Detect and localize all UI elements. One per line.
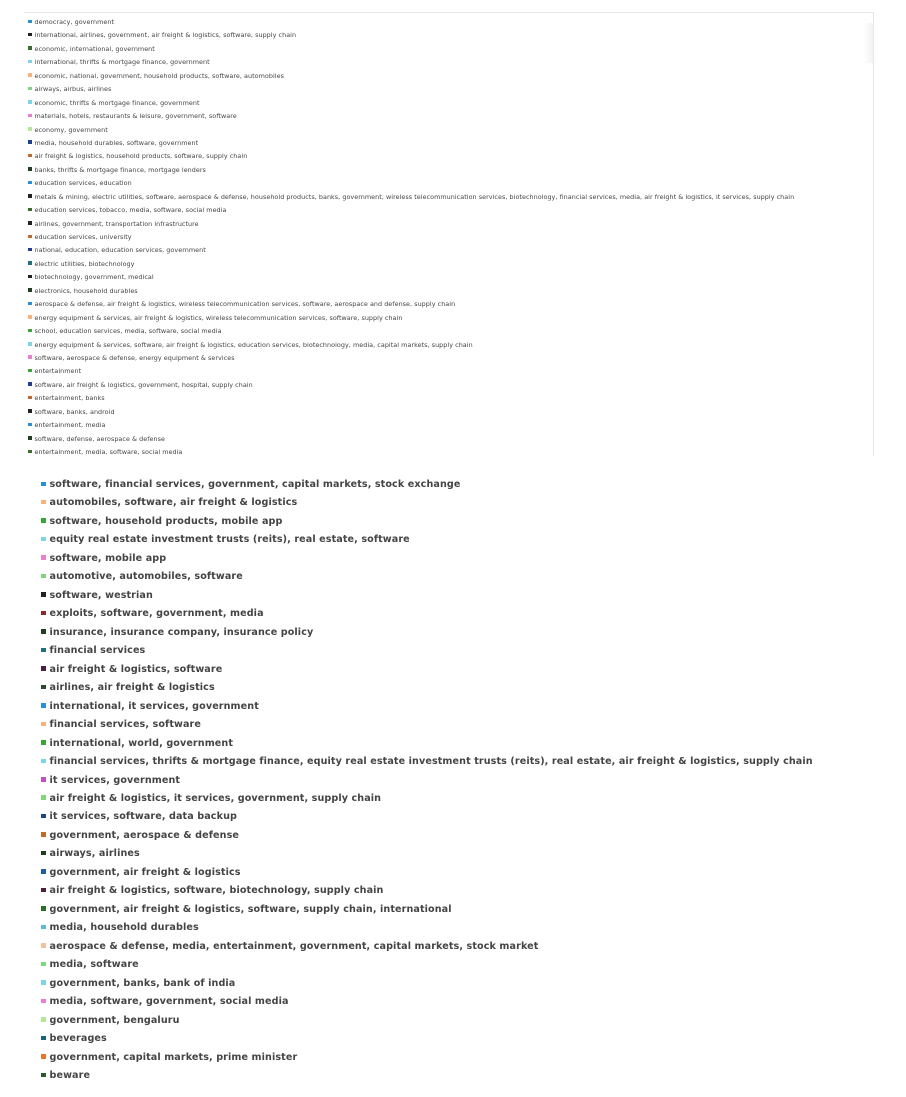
legend-swatch <box>28 396 32 400</box>
legend-swatch <box>28 369 32 373</box>
legend-label: aerospace & defense, media, entertainment, government, capital markets, stock market <box>49 940 539 952</box>
legend-entry <box>41 1030 813 1048</box>
legend-label: democracy, government <box>34 18 115 26</box>
legend-label: it services, government <box>49 774 181 786</box>
legend-entry <box>41 919 813 937</box>
legend-swatch <box>41 1073 46 1078</box>
legend-entry <box>28 244 794 257</box>
legend-entry <box>28 29 794 42</box>
legend-swatch <box>41 962 46 967</box>
legend-swatch <box>41 1054 46 1059</box>
legend-swatch <box>28 382 32 386</box>
legend-swatch <box>41 906 46 911</box>
legend-label: metals & mining, electric utilities, software, aerospace & defense, household products, banks, government, wireless telecommunication services, biotechnology, financial services, media, air freight & logistics, it services, supply chain <box>34 192 795 201</box>
legend-swatch <box>41 869 46 874</box>
legend-swatch <box>41 777 46 782</box>
legend-swatch <box>28 20 32 24</box>
legend-entry <box>28 204 794 217</box>
legend-swatch <box>28 33 32 37</box>
legend-entry <box>28 419 794 432</box>
legend-entry <box>41 624 813 642</box>
legend-label: airways, airbus, airlines <box>34 85 112 94</box>
legend-entry <box>28 124 794 137</box>
legend-swatch <box>28 140 32 144</box>
legend-label: economy, government <box>34 125 108 134</box>
legend-swatch <box>28 342 32 346</box>
legend-label: exploits, software, government, media <box>49 608 264 620</box>
legend-entry <box>41 808 813 826</box>
legend-entry <box>28 392 794 405</box>
legend-entry <box>41 845 813 863</box>
legend-swatch <box>41 482 46 487</box>
legend-label: airlines, air freight & logistics <box>49 682 215 694</box>
legend-label: electric utilities, biotechnology <box>34 259 135 268</box>
legend-swatch <box>28 423 32 427</box>
legend-entry <box>28 191 794 204</box>
legend-label: software, banks, android <box>34 407 115 416</box>
legend-entry <box>41 679 813 697</box>
legend-entry <box>41 827 813 845</box>
legend-entry <box>41 568 813 586</box>
legend-entry <box>41 790 813 808</box>
legend-entry <box>28 218 794 231</box>
legend-entry <box>28 285 794 298</box>
legend-entry <box>28 406 794 419</box>
legend-label: electronics, household durables <box>34 286 138 295</box>
legend-label: biotechnology, government, medical <box>34 273 154 282</box>
legend-swatch <box>28 194 32 198</box>
legend-label: software, household products, mobile app <box>49 515 283 527</box>
legend-label: government, aerospace & defense <box>49 829 239 841</box>
legend-label: software, aerospace & defense, energy equipment & services <box>34 353 235 362</box>
legend-entry <box>41 1067 813 1085</box>
legend-swatch <box>28 221 32 225</box>
legend-entry <box>41 882 813 900</box>
legend-swatch <box>28 127 32 131</box>
legend-label: government, air freight & logistics, software, supply chain, international <box>49 903 452 915</box>
legend-label: international, world, government <box>49 737 234 749</box>
legend-swatch <box>28 100 32 104</box>
legend-entry <box>28 258 794 271</box>
legend-swatch <box>41 574 46 579</box>
legend-entry <box>28 379 794 392</box>
legend-label: aerospace & defense, air freight & logistics, wireless telecommunication services, software, aerospace and defense, supply chain <box>34 300 456 309</box>
legend-label: it services, software, data backup <box>49 811 237 823</box>
legend-swatch <box>41 740 46 745</box>
legend-label: media, household durables, software, government <box>34 138 199 147</box>
legend-entry <box>41 901 813 919</box>
legend-label: energy equipment & services, software, air freight & logistics, education services, biotechnology, media, capital markets, supply chain <box>34 340 473 349</box>
legend-list-top <box>28 16 794 456</box>
legend-label: government, air freight & logistics <box>49 866 241 878</box>
legend-swatch <box>28 154 32 158</box>
legend-entry <box>28 150 794 163</box>
legend-swatch <box>41 851 46 856</box>
legend-swatch <box>28 288 32 292</box>
legend-swatch <box>28 315 32 319</box>
legend-swatch <box>41 537 46 542</box>
legend-swatch <box>41 722 46 727</box>
legend-swatch <box>41 1036 46 1041</box>
legend-swatch <box>41 555 46 560</box>
legend-entry <box>41 531 813 549</box>
legend-swatch <box>28 436 32 440</box>
legend-swatch <box>28 208 32 212</box>
legend-entry <box>41 753 813 771</box>
legend-label: government, capital markets, prime minister <box>49 1051 298 1063</box>
legend-label: economic, international, government <box>34 44 155 53</box>
legend-entry <box>28 43 794 56</box>
legend-swatch <box>28 355 32 359</box>
legend-entry <box>28 339 794 352</box>
legend-label: beverages <box>49 1033 107 1045</box>
legend-label: energy equipment & services, air freight & logistics, wireless telecommunication services, software, supply chain <box>34 313 403 322</box>
legend-label: education services, university <box>34 233 132 241</box>
legend-swatch <box>41 943 46 948</box>
legend-entry <box>28 177 794 190</box>
legend-label: software, mobile app <box>49 552 167 564</box>
legend-entry <box>28 446 794 456</box>
legend-label: entertainment <box>34 367 82 376</box>
legend-entry <box>28 271 794 284</box>
legend-swatch <box>28 73 32 77</box>
legend-swatch <box>41 629 46 634</box>
legend-swatch <box>41 648 46 653</box>
legend-swatch <box>41 888 46 893</box>
legend-entry <box>41 494 813 512</box>
legend-swatch <box>41 1017 46 1022</box>
legend-entry <box>41 956 813 974</box>
legend-entry <box>41 938 813 956</box>
legend-swatch <box>28 275 32 279</box>
legend-label: government, bengaluru <box>49 1014 180 1026</box>
legend-label: beware <box>49 1070 91 1081</box>
legend-swatch <box>28 409 32 413</box>
legend-swatch <box>28 46 32 50</box>
legend-entry <box>28 365 794 378</box>
legend-label: air freight & logistics, software, biotechnology, supply chain <box>49 885 384 897</box>
legend-swatch <box>41 666 46 671</box>
legend-entry <box>28 110 794 123</box>
legend-label: airways, airlines <box>49 848 140 860</box>
legend-entry <box>28 137 794 150</box>
legend-swatch <box>41 759 46 764</box>
legend-label: automobiles, software, air freight & logistics <box>49 497 298 509</box>
legend-entry <box>41 642 813 660</box>
legend-swatch <box>28 261 32 265</box>
legend-entry <box>41 587 813 605</box>
legend-label: software, financial services, government, capital markets, stock exchange <box>49 479 461 490</box>
legend-label: software, defense, aerospace & defense <box>34 434 165 443</box>
legend-swatch <box>28 302 32 306</box>
legend-entry <box>41 605 813 623</box>
legend-entry <box>41 864 813 882</box>
legend-entry <box>28 325 794 338</box>
legend-label: financial services, thrifts & mortgage finance, equity real estate investment trusts (reits), real estate, air freight & logistics, supply chain <box>49 756 813 768</box>
legend-label: airlines, government, transportation infrastructure <box>34 219 199 228</box>
legend-label: international, it services, government <box>49 700 259 712</box>
legend-swatch <box>28 235 32 239</box>
legend-label: international, thrifts & mortgage finance, government <box>34 58 210 67</box>
legend-swatch <box>28 167 32 171</box>
legend-swatch <box>28 181 32 185</box>
legend-swatch <box>41 980 46 985</box>
legend-entry <box>41 550 813 568</box>
legend-swatch <box>41 814 46 819</box>
legend-entry <box>28 97 794 110</box>
legend-entry <box>28 16 794 29</box>
legend-label: national, education, education services, government <box>34 246 206 255</box>
legend-swatch <box>41 925 46 930</box>
legend-panel-top <box>24 12 874 456</box>
legend-label: international, airlines, government, air freight & logistics, software, supply chain <box>34 31 297 40</box>
legend-label: equity real estate investment trusts (reits), real estate, software <box>49 534 410 546</box>
legend-label: financial services <box>49 645 146 657</box>
legend-swatch <box>28 329 32 333</box>
legend-label: government, banks, bank of india <box>49 977 236 989</box>
legend-label: media, software <box>49 959 139 971</box>
legend-label: insurance, insurance company, insurance policy <box>49 626 314 638</box>
panel-shadow <box>863 23 873 63</box>
legend-swatch <box>41 999 46 1004</box>
legend-label: air freight & logistics, household products, software, supply chain <box>34 152 248 161</box>
legend-swatch <box>41 592 46 597</box>
legend-label: economic, thrifts & mortgage finance, government <box>34 98 200 107</box>
legend-swatch <box>28 60 32 64</box>
legend-swatch <box>41 795 46 800</box>
legend-entry <box>28 298 794 311</box>
legend-swatch <box>41 611 46 616</box>
legend-entry <box>41 716 813 734</box>
legend-entry <box>28 164 794 177</box>
legend-entry <box>28 83 794 96</box>
legend-swatch <box>28 248 32 252</box>
legend-label: education services, education <box>34 179 132 188</box>
legend-label: air freight & logistics, software <box>49 663 223 675</box>
legend-entry <box>41 476 813 494</box>
legend-entry <box>28 231 794 244</box>
legend-entry <box>28 433 794 446</box>
legend-entry <box>41 513 813 531</box>
legend-entry <box>28 56 794 69</box>
legend-label: media, software, government, social media <box>49 996 289 1008</box>
legend-label: banks, thrifts & mortgage finance, mortgage lenders <box>34 165 206 174</box>
legend-entry <box>41 661 813 679</box>
legend-label: economic, national, government, household products, software, automobiles <box>34 71 284 80</box>
legend-label: software, westrian <box>49 589 153 601</box>
legend-swatch <box>41 500 46 505</box>
legend-entry <box>28 312 794 325</box>
legend-label: media, household durables <box>49 922 199 934</box>
legend-swatch <box>41 518 46 523</box>
legend-list-bottom <box>41 476 813 1085</box>
legend-entry <box>28 352 794 365</box>
legend-label: financial services, software <box>49 719 201 731</box>
legend-label: entertainment, media <box>34 421 106 430</box>
legend-swatch <box>28 87 32 91</box>
legend-entry <box>41 1049 813 1067</box>
legend-swatch <box>41 685 46 690</box>
legend-label: entertainment, banks <box>34 394 105 403</box>
legend-swatch <box>28 114 32 118</box>
legend-label: entertainment, media, software, social media <box>34 448 183 456</box>
legend-swatch <box>41 832 46 837</box>
legend-swatch <box>28 450 32 454</box>
legend-label: education services, tobacco, media, software, social media <box>34 206 227 215</box>
legend-label: software, air freight & logistics, government, hospital, supply chain <box>34 380 253 389</box>
legend-swatch <box>41 703 46 708</box>
legend-label: school, education services, media, software, social media <box>34 327 222 336</box>
legend-entry <box>41 975 813 993</box>
legend-label: automotive, automobiles, software <box>49 571 243 583</box>
legend-entry <box>41 1012 813 1030</box>
legend-label: materials, hotels, restaurants & leisure, government, software <box>34 112 237 121</box>
legend-label: air freight & logistics, it services, government, supply chain <box>49 792 382 804</box>
legend-entry <box>41 735 813 753</box>
legend-entry <box>41 772 813 790</box>
legend-entry <box>28 70 794 83</box>
legend-entry <box>41 993 813 1011</box>
legend-entry <box>41 698 813 716</box>
